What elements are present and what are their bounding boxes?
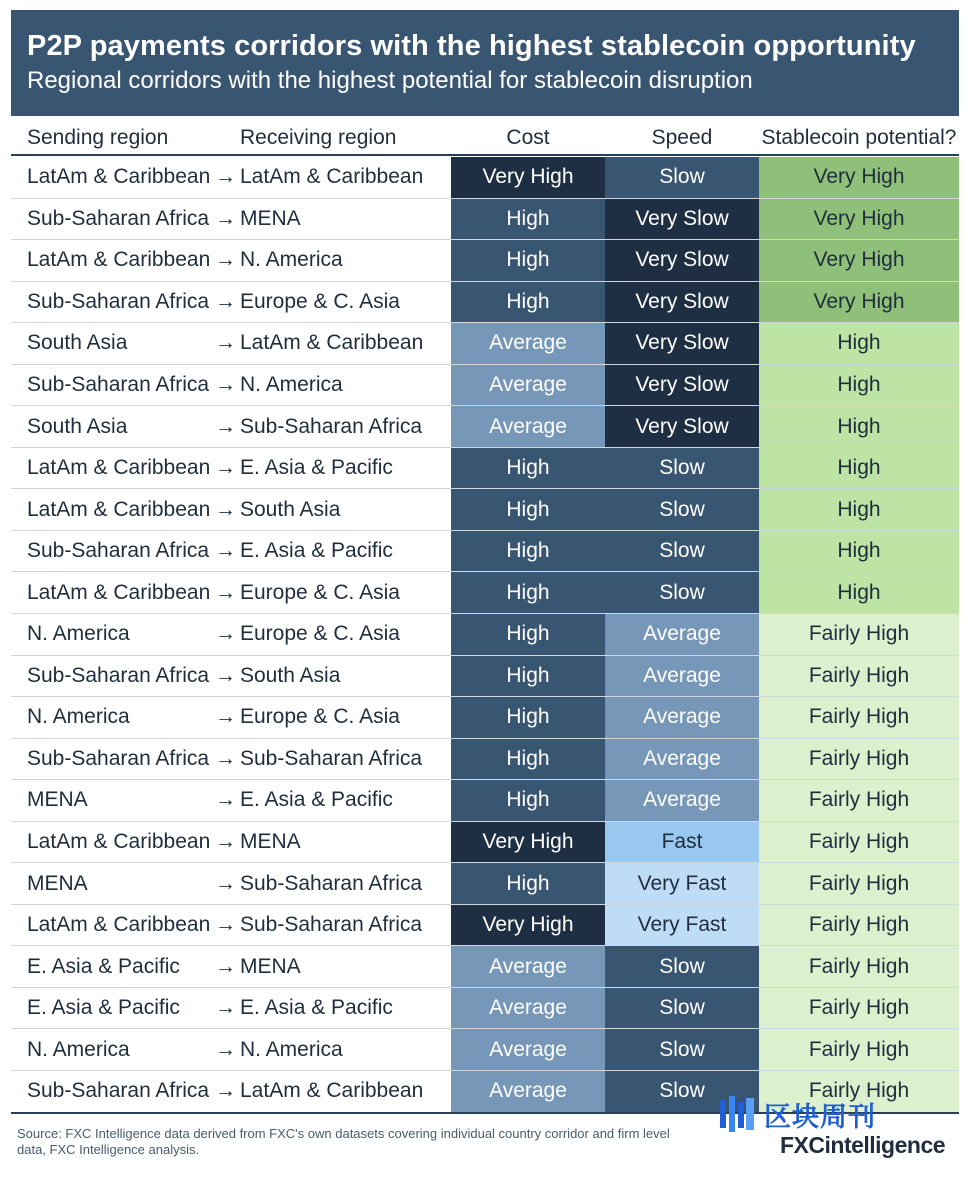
- speed-cell: Slow: [605, 448, 759, 489]
- sending-region-cell: LatAm & Caribbean: [27, 913, 211, 937]
- cost-cell: Average: [451, 1029, 605, 1070]
- receiving-region-cell: [215, 531, 393, 572]
- speed-cell: Very Slow: [605, 199, 759, 240]
- receiving-region-cell: [215, 822, 301, 863]
- page-title: P2P payments corridors with the highest stablecoin opportunity: [27, 30, 916, 62]
- sending-region-cell: LatAm & Caribbean: [27, 497, 211, 521]
- table-row: [11, 365, 959, 407]
- arrow-icon: →: [215, 746, 236, 770]
- receiving-region-cell: [215, 157, 423, 198]
- table-header: [11, 118, 959, 156]
- table-row: [11, 489, 959, 531]
- stablecoin-potential-cell: Fairly High: [759, 946, 959, 987]
- arrow-icon: →: [215, 248, 236, 272]
- watermark: [716, 1094, 876, 1134]
- table-row: [11, 157, 959, 199]
- stablecoin-potential-cell: Very High: [759, 282, 959, 323]
- cost-cell: High: [451, 282, 605, 323]
- arrow-icon: →: [215, 622, 236, 646]
- speed-cell: Very Slow: [605, 323, 759, 364]
- table-row: [11, 1029, 959, 1071]
- arrow-icon: →: [215, 913, 236, 937]
- sending-region-cell: Sub-Saharan Africa: [27, 663, 210, 687]
- column-header-stablecoin: Stablecoin potential?: [761, 126, 957, 149]
- source-note: Source: FXC Intelligence data derived from FXC's own datasets covering individual country corridor and firm level data, FXC Intelligence analysis.: [17, 1126, 670, 1157]
- cost-cell: High: [451, 448, 605, 489]
- cost-cell: High: [451, 199, 605, 240]
- stablecoin-potential-cell: Very High: [759, 199, 959, 240]
- table-row: [11, 448, 959, 490]
- speed-cell: Very Fast: [605, 905, 759, 946]
- speed-cell: Slow: [605, 531, 759, 572]
- cost-cell: High: [451, 863, 605, 904]
- receiving-region-label: N. America: [240, 373, 343, 396]
- table-row: [11, 863, 959, 905]
- cost-cell: High: [451, 656, 605, 697]
- column-header-sending: Sending region: [27, 126, 169, 149]
- stablecoin-potential-cell: Very High: [759, 157, 959, 198]
- sending-region-cell: Sub-Saharan Africa: [27, 289, 210, 313]
- sending-region-cell: LatAm & Caribbean: [27, 580, 211, 604]
- sending-region-cell: LatAm & Caribbean: [27, 830, 211, 854]
- watermark-text: 区块周刊: [764, 1101, 876, 1132]
- table-row: [11, 739, 959, 781]
- stablecoin-potential-cell: Fairly High: [759, 614, 959, 655]
- table-row: [11, 572, 959, 614]
- cost-cell: Very High: [451, 157, 605, 198]
- cost-cell: Average: [451, 323, 605, 364]
- sending-region-cell: Sub-Saharan Africa: [27, 206, 210, 230]
- speed-cell: Slow: [605, 1071, 759, 1112]
- receiving-region-label: Europe & C. Asia: [240, 622, 400, 646]
- stablecoin-potential-cell: Fairly High: [759, 656, 959, 697]
- arrow-icon: →: [215, 1079, 236, 1103]
- sending-region-cell: E. Asia & Pacific: [27, 954, 180, 978]
- table-row: [11, 656, 959, 698]
- speed-cell: Slow: [605, 946, 759, 987]
- speed-cell: Slow: [605, 489, 759, 530]
- table-row: [11, 697, 959, 739]
- speed-cell: Very Slow: [605, 282, 759, 323]
- watermark-logo-icon: [716, 1094, 756, 1134]
- cost-cell: High: [451, 240, 605, 281]
- arrow-icon: →: [215, 373, 236, 396]
- receiving-region-label: MENA: [240, 954, 301, 978]
- receiving-region-label: E. Asia & Pacific: [240, 456, 393, 480]
- arrow-icon: →: [215, 331, 236, 355]
- sending-region-cell: N. America: [27, 1037, 130, 1061]
- cost-cell: High: [451, 739, 605, 780]
- stablecoin-potential-cell: Fairly High: [759, 988, 959, 1029]
- receiving-region-cell: [215, 572, 400, 613]
- speed-cell: Very Fast: [605, 863, 759, 904]
- speed-cell: Very Slow: [605, 406, 759, 447]
- stablecoin-potential-cell: High: [759, 572, 959, 613]
- receiving-region-label: South Asia: [240, 663, 341, 687]
- stablecoin-potential-cell: Very High: [759, 240, 959, 281]
- cost-cell: Very High: [451, 905, 605, 946]
- receiving-region-cell: [215, 282, 400, 323]
- sending-region-cell: Sub-Saharan Africa: [27, 539, 210, 563]
- receiving-region-cell: [215, 489, 340, 530]
- speed-cell: Very Slow: [605, 240, 759, 281]
- cost-cell: Average: [451, 365, 605, 406]
- stablecoin-potential-cell: Fairly High: [759, 822, 959, 863]
- sending-region-cell: N. America: [27, 705, 130, 729]
- arrow-icon: →: [215, 996, 236, 1020]
- stablecoin-potential-cell: High: [759, 531, 959, 572]
- arrow-icon: →: [215, 705, 236, 729]
- receiving-region-label: N. America: [240, 248, 343, 272]
- table-row: [11, 240, 959, 282]
- table-row: [11, 531, 959, 573]
- arrow-icon: →: [215, 456, 236, 480]
- sending-region-cell: South Asia: [27, 331, 128, 355]
- stablecoin-potential-cell: High: [759, 406, 959, 447]
- corridor-table: [11, 157, 959, 1113]
- receiving-region-cell: [215, 1071, 423, 1112]
- table-row: [11, 988, 959, 1030]
- arrow-icon: →: [215, 580, 236, 604]
- receiving-region-label: E. Asia & Pacific: [240, 996, 393, 1020]
- stablecoin-potential-cell: Fairly High: [759, 780, 959, 821]
- column-header-cost: Cost: [506, 126, 550, 149]
- receiving-region-label: Sub-Saharan Africa: [240, 913, 423, 937]
- receiving-region-label: LatAm & Caribbean: [240, 331, 424, 355]
- receiving-region-label: Europe & C. Asia: [240, 580, 400, 604]
- receiving-region-label: E. Asia & Pacific: [240, 788, 393, 812]
- receiving-region-cell: [215, 946, 301, 987]
- speed-cell: Slow: [605, 1029, 759, 1070]
- table-row: [11, 905, 959, 947]
- speed-cell: Slow: [605, 572, 759, 613]
- arrow-icon: →: [215, 539, 236, 563]
- speed-cell: Fast: [605, 822, 759, 863]
- cost-cell: High: [451, 697, 605, 738]
- receiving-region-cell: [215, 365, 343, 406]
- receiving-region-cell: [215, 905, 422, 946]
- receiving-region-cell: [215, 780, 393, 821]
- receiving-region-label: N. America: [240, 1037, 343, 1061]
- table-row: [11, 323, 959, 365]
- speed-cell: Average: [605, 697, 759, 738]
- receiving-region-label: MENA: [240, 206, 301, 230]
- speed-cell: Slow: [605, 988, 759, 1029]
- sending-region-cell: LatAm & Caribbean: [27, 165, 211, 189]
- cost-cell: High: [451, 489, 605, 530]
- receiving-region-cell: [215, 988, 393, 1029]
- sending-region-cell: LatAm & Caribbean: [27, 248, 211, 272]
- arrow-icon: →: [215, 289, 236, 313]
- stablecoin-potential-cell: High: [759, 489, 959, 530]
- cost-cell: High: [451, 614, 605, 655]
- chart-header: [11, 10, 959, 116]
- arrow-icon: →: [215, 830, 236, 854]
- receiving-region-cell: [215, 240, 343, 281]
- arrow-icon: →: [215, 954, 236, 978]
- sending-region-cell: South Asia: [27, 414, 128, 438]
- receiving-region-label: LatAm & Caribbean: [240, 165, 424, 189]
- stablecoin-potential-cell: Fairly High: [759, 905, 959, 946]
- receiving-region-cell: [215, 323, 423, 364]
- table-row: [11, 614, 959, 656]
- table-row: [11, 199, 959, 241]
- stablecoin-potential-cell: Fairly High: [759, 697, 959, 738]
- arrow-icon: →: [215, 414, 236, 438]
- page-subtitle: Regional corridors with the highest potential for stablecoin disruption: [27, 67, 753, 94]
- stablecoin-potential-cell: High: [759, 448, 959, 489]
- cost-cell: Average: [451, 946, 605, 987]
- sending-region-cell: Sub-Saharan Africa: [27, 373, 210, 396]
- arrow-icon: →: [215, 788, 236, 812]
- arrow-icon: →: [215, 497, 236, 521]
- receiving-region-cell: [215, 863, 422, 904]
- cost-cell: High: [451, 531, 605, 572]
- stablecoin-potential-cell: Fairly High: [759, 1029, 959, 1070]
- sending-region-cell: E. Asia & Pacific: [27, 996, 180, 1020]
- arrow-icon: →: [215, 1037, 236, 1061]
- speed-cell: Average: [605, 780, 759, 821]
- receiving-region-label: Sub-Saharan Africa: [240, 414, 423, 438]
- table-row: [11, 946, 959, 988]
- receiving-region-cell: [215, 448, 393, 489]
- receiving-region-cell: [215, 406, 422, 447]
- arrow-icon: →: [215, 206, 236, 230]
- stablecoin-potential-cell: Fairly High: [759, 863, 959, 904]
- stablecoin-potential-cell: High: [759, 323, 959, 364]
- table-row: [11, 282, 959, 324]
- receiving-region-label: South Asia: [240, 497, 341, 521]
- sending-region-cell: N. America: [27, 622, 130, 646]
- receiving-region-label: Europe & C. Asia: [240, 289, 400, 313]
- receiving-region-label: E. Asia & Pacific: [240, 539, 393, 563]
- sending-region-cell: Sub-Saharan Africa: [27, 1079, 210, 1103]
- receiving-region-label: MENA: [240, 830, 301, 854]
- sending-region-cell: LatAm & Caribbean: [27, 456, 211, 480]
- column-header-speed: Speed: [651, 126, 713, 149]
- column-header-receiving: Receiving region: [240, 126, 397, 149]
- receiving-region-cell: [215, 614, 400, 655]
- speed-cell: Very Slow: [605, 365, 759, 406]
- receiving-region-label: Sub-Saharan Africa: [240, 746, 423, 770]
- cost-cell: Average: [451, 1071, 605, 1112]
- cost-cell: High: [451, 572, 605, 613]
- arrow-icon: →: [215, 663, 236, 687]
- arrow-icon: →: [215, 871, 236, 895]
- table-row: [11, 822, 959, 864]
- cost-cell: Average: [451, 406, 605, 447]
- speed-cell: Average: [605, 739, 759, 780]
- cost-cell: Very High: [451, 822, 605, 863]
- arrow-icon: →: [215, 165, 236, 189]
- receiving-region-cell: [215, 199, 301, 240]
- speed-cell: Average: [605, 614, 759, 655]
- receiving-region-cell: [215, 1029, 343, 1070]
- receiving-region-label: Sub-Saharan Africa: [240, 871, 423, 895]
- receiving-region-cell: [215, 697, 400, 738]
- receiving-region-cell: [215, 739, 422, 780]
- receiving-region-label: Europe & C. Asia: [240, 705, 400, 729]
- receiving-region-label: LatAm & Caribbean: [240, 1079, 424, 1103]
- sending-region-cell: MENA: [27, 871, 88, 895]
- cost-cell: Average: [451, 988, 605, 1029]
- stablecoin-potential-cell: High: [759, 365, 959, 406]
- table-row: [11, 406, 959, 448]
- stablecoin-potential-cell: Fairly High: [759, 739, 959, 780]
- speed-cell: Average: [605, 656, 759, 697]
- table-row: [11, 780, 959, 822]
- sending-region-cell: Sub-Saharan Africa: [27, 746, 210, 770]
- sending-region-cell: MENA: [27, 788, 88, 812]
- stablecoin-potential-cell: Fairly High: [759, 1071, 959, 1112]
- cost-cell: High: [451, 780, 605, 821]
- speed-cell: Slow: [605, 157, 759, 198]
- brand-logo: FXCintelligence: [780, 1132, 946, 1158]
- receiving-region-cell: [215, 656, 340, 697]
